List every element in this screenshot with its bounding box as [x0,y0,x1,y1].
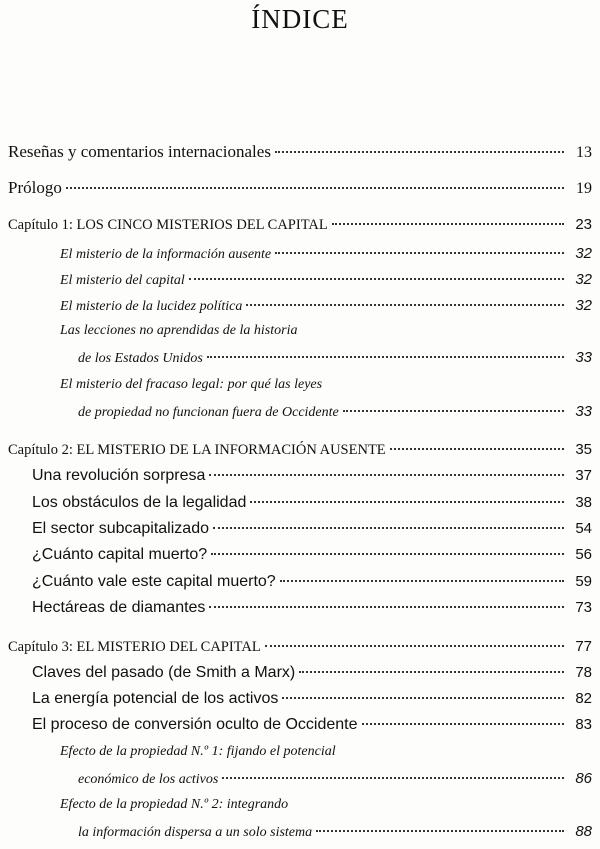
toc-entry [8,178,592,198]
dot-leader [316,830,564,832]
toc-chapter [8,216,592,234]
page-number: 73 [575,599,592,616]
dot-leader [280,580,564,582]
entry-label-continued: de los Estados Unidos [78,351,203,366]
entry-label: Las lecciones no aprendidas de la historia [60,323,298,338]
dot-leader [275,252,564,254]
dot-leader [343,410,564,412]
page-number: 33 [575,349,592,366]
toc-section [32,467,592,485]
entry-label: El misterio de la información ausente [60,247,272,262]
dot-leader [275,151,564,153]
dot-leader [209,606,564,608]
dot-leader [265,645,564,647]
page-number: 83 [575,716,592,733]
page-title: ÍNDICE [251,4,349,34]
entry-label-continued: la información dispersa a un solo sistema [78,825,313,840]
toc-section [32,520,592,538]
entry-label: El sector subcapitalizado [32,520,209,537]
dot-leader [189,278,564,280]
page-number: 32 [575,271,592,288]
entry-label: Efecto de la propiedad N.º 1: fijando el potencial [60,744,336,759]
toc-subentry [78,823,592,841]
entry-label: Claves del pasado (de Smith a Marx) [32,664,296,681]
dot-leader [390,448,564,450]
entry-label: ¿Cuánto capital muerto? [32,546,208,563]
dot-leader [222,777,564,779]
toc-section [32,690,592,708]
toc-entry [8,142,592,162]
page-number: 82 [575,690,592,707]
dot-leader [207,356,564,358]
entry-label: Efecto de la propiedad N.º 2: integrando [60,797,289,812]
page-number: 38 [575,494,592,511]
toc-chapter [8,441,592,459]
page-number: 37 [575,467,592,484]
dot-leader [246,304,564,306]
entry-label: El misterio del fracaso legal: por qué las leyes [60,377,323,392]
toc-subentry [60,271,592,289]
toc-chapter [8,638,592,656]
toc-section [32,716,592,734]
dot-leader [209,474,564,476]
chapter-label: Capítulo 2: EL MISTERIO DE LA INFORMACIÓN AUSENTE [8,442,386,458]
toc-subentry [78,403,592,421]
entry-label: Reseñas y comentarios internacionales [8,142,271,161]
dot-leader [66,187,564,189]
toc-subentry [78,349,592,367]
dot-leader [299,671,564,673]
entry-label: Hectáreas de diamantes [32,599,206,616]
page-number: 78 [575,664,592,681]
entry-label-continued: económico de los activos [78,772,219,787]
page-number: 35 [575,441,592,458]
toc-section [32,494,592,512]
page-number: 59 [575,573,592,590]
toc-section [32,599,592,617]
dot-leader [332,223,564,225]
toc-subentry [78,770,592,788]
toc-section [32,573,592,591]
entry-label: Los obstáculos de la legalidad [32,494,247,511]
dot-leader [362,723,564,725]
dot-leader [213,527,564,529]
page-number: 33 [575,403,592,420]
entry-label: ¿Cuánto vale este capital muerto? [32,573,276,590]
toc-section [32,664,592,682]
entry-label: Una revolución sorpresa [32,467,206,484]
page-number: 32 [575,297,592,314]
dot-leader [250,501,564,503]
page-number: 23 [575,216,592,233]
chapter-label: Capítulo 3: EL MISTERIO DEL CAPITAL [8,639,261,655]
chapter-label: Capítulo 1: LOS CINCO MISTERIOS DEL CAPITAL [8,217,328,233]
toc-subentry [60,297,592,315]
page-number: 88 [575,823,592,840]
entry-label: El proceso de conversión oculto de Occidente [32,716,358,733]
toc-section [32,546,592,564]
page-number: 54 [575,520,592,537]
entry-label: El misterio de la lucidez política [60,299,243,314]
toc-subentry [60,245,592,263]
entry-label-continued: de propiedad no funcionan fuera de Occidente [78,405,339,420]
page-number: 13 [576,144,592,161]
entry-label: La energía potencial de los activos [32,690,279,707]
page-number: 19 [576,180,592,197]
dot-leader [211,553,564,555]
entry-label: El misterio del capital [60,273,185,288]
page-number: 86 [575,770,592,787]
page-number: 56 [575,546,592,563]
entry-label: Prólogo [8,178,62,197]
page-number: 32 [575,245,592,262]
page-number: 77 [575,638,592,655]
dot-leader [282,697,564,699]
